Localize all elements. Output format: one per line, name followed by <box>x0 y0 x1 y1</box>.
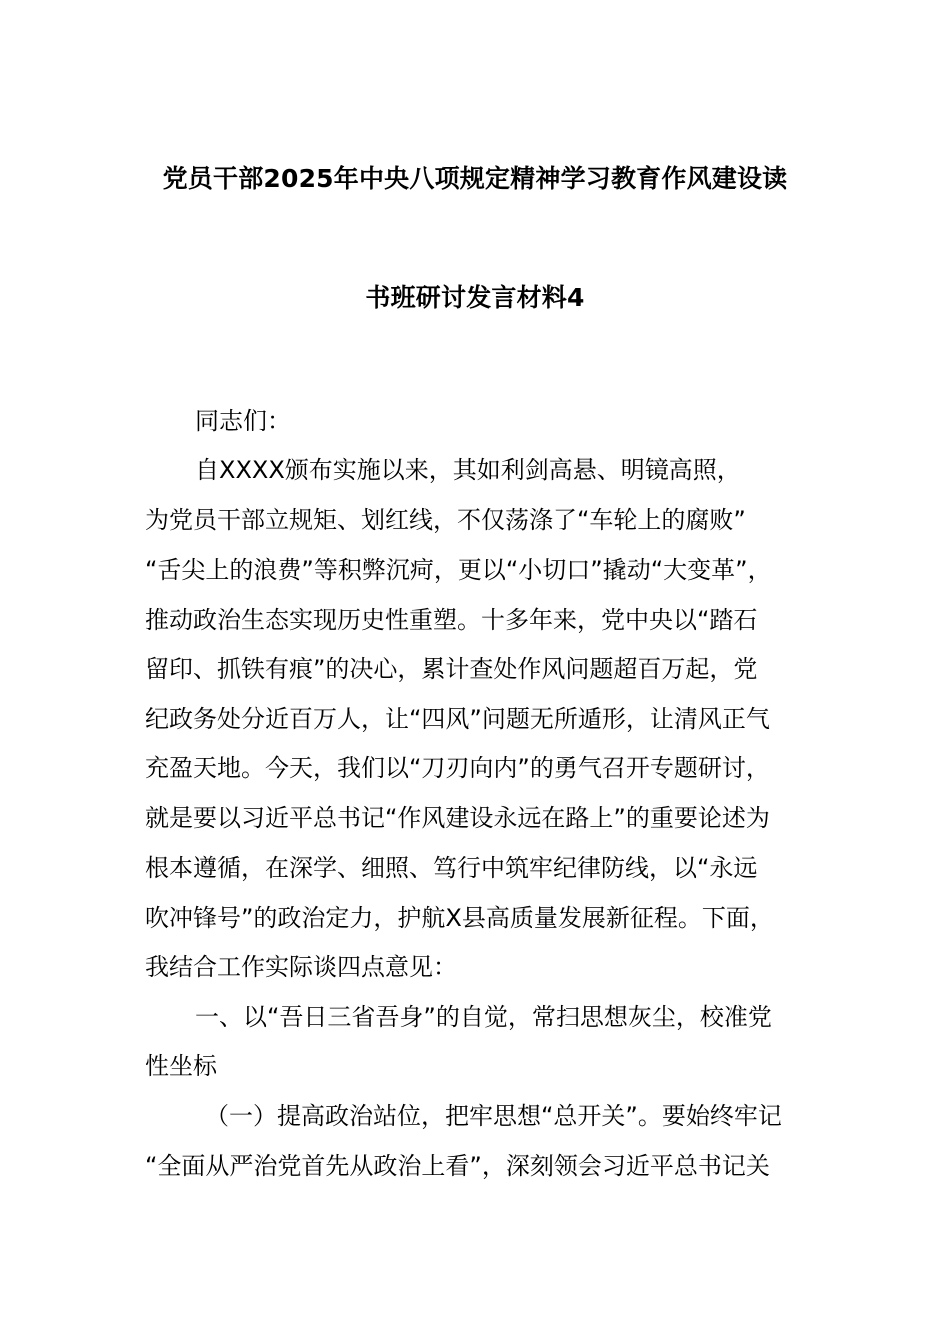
body-line: 自XXXX颁布实施以来，其如利剑高悬、明镜高照， <box>195 456 741 484</box>
document-title-line-1: 党员干部2025年中央八项规定精神学习教育作风建设读 <box>162 164 788 193</box>
body-line: 充盈天地。今天，我们以“刀刃向内”的勇气召开专题研讨， <box>145 754 770 782</box>
subsection-line-2: “全面从严治党首先从政治上看”，深刻领会习近平总书记关 <box>145 1152 770 1180</box>
section-heading-line-2: 性坐标 <box>145 1052 217 1080</box>
body-line: 吹冲锋号”的政治定力，护航X县高质量发展新征程。下面， <box>145 904 774 932</box>
body-line: 推动政治生态实现历史性重塑。十多年来，党中央以“踏石 <box>145 606 758 634</box>
body-line: 就是要以习近平总书记“作风建设永远在路上”的重要论述为 <box>145 804 770 832</box>
section-heading-line-1: 一、以“吾日三省吾身”的自觉，常扫思想灰尘，校准党 <box>195 1003 772 1031</box>
document-title-line-2: 书班研讨发言材料4 <box>365 283 585 312</box>
body-line: 我结合工作实际谈四点意见： <box>145 953 457 981</box>
body-line: 为党员干部立规矩、划红线，不仅荡涤了“车轮上的腐败” <box>145 506 746 534</box>
body-line: 根本遵循，在深学、细照、笃行中筑牢纪律防线，以“永远 <box>145 854 758 882</box>
salutation: 同志们： <box>195 407 291 435</box>
body-line: “舌尖上的浪费”等积弊沉疴，更以“小切口”撬动“大变革”， <box>145 556 772 584</box>
subsection-line-1: （一）提高政治站位，把牢思想“总开关”。要始终牢记 <box>205 1102 782 1130</box>
body-line: 留印、抓铁有痕”的决心，累计查处作风问题超百万起，党 <box>145 655 758 683</box>
body-line: 纪政务处分近百万人，让“四风”问题无所遁形，让清风正气 <box>145 705 770 733</box>
